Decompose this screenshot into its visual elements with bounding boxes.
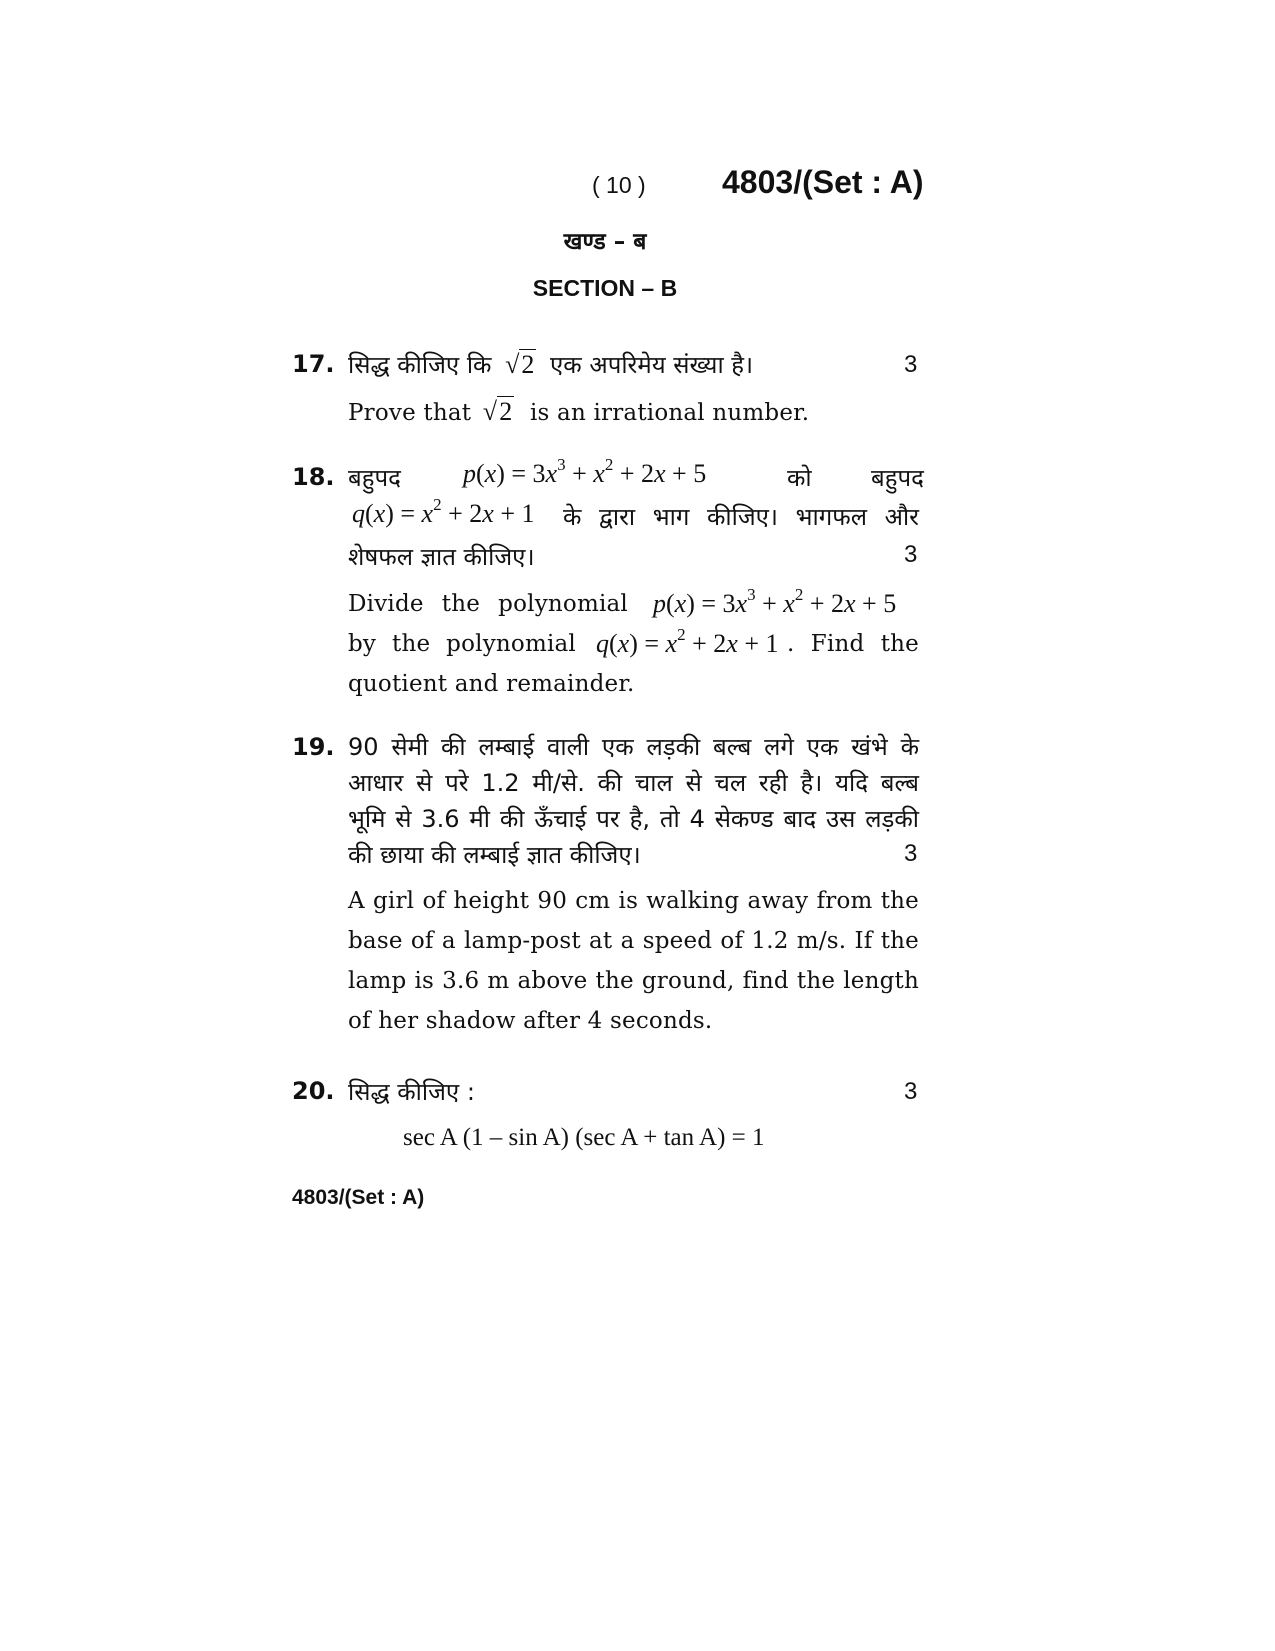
question-text: सिद्ध कीजिए : [348, 1078, 475, 1106]
sqrt-expression: √2 [505, 350, 535, 379]
paper-code: 4803/(Set : A) [722, 164, 924, 200]
polynomial-q: $q(x) = x^2 + 2x + 1$ [596, 625, 779, 658]
marks: 3 [904, 840, 918, 867]
question-text: बहुपद [871, 464, 924, 492]
question-17-hindi [348, 348, 753, 381]
trig-identity: sec A (1 – sin A) (sec A + tan A) = 1 [403, 1124, 765, 1151]
question-17-english [348, 397, 809, 427]
question-text: के द्वारा भाग कीजिए। भागफल और [563, 503, 919, 531]
question-text: 90 सेमी की लम्बाई वाली एक लड़की बल्ब लगे एक खंभे के [348, 733, 919, 761]
page-number: ( 10 ) [592, 172, 646, 198]
question-text: भूमि से 3.6 मी की ऊँचाई पर है, तो 4 सेकण्ड बाद उस लड़की [348, 805, 919, 833]
section-title-hindi: खण्ड – ब [563, 229, 647, 255]
marks: 3 [904, 1078, 918, 1105]
marks: 3 [904, 541, 918, 568]
sqrt-expression: √2 [482, 397, 513, 426]
question-text: शेषफल ज्ञात कीजिए। [348, 543, 535, 571]
question-number: 17. [292, 350, 335, 378]
marks: 3 [904, 351, 918, 378]
question-text: lamp is 3.6 m above the ground, find the length [348, 968, 919, 994]
question-number: 19. [292, 733, 335, 761]
question-number: 20. [292, 1077, 335, 1105]
question-text: of her shadow after 4 seconds. [348, 1008, 713, 1034]
question-number: 18. [292, 463, 335, 491]
question-text: by the polynomial [348, 631, 576, 657]
footer-code: 4803/(Set : A) [292, 1186, 425, 1209]
question-text: आधार से परे 1.2 मी/से. की चाल से चल रही है। यदि बल्ब [348, 769, 919, 797]
polynomial-q: $q(x) = x^2 + 2x + 1$ [352, 495, 535, 528]
question-text: को [787, 464, 812, 492]
question-text: एक अपरिमेय संख्या है। [550, 351, 754, 379]
section-title-english: SECTION – B [532, 275, 678, 301]
polynomial-p: $p(x) = 3x^3 + x^2 + 2x + 5$ [653, 585, 897, 618]
question-text: is an irrational number. [529, 400, 810, 426]
question-text: सिद्ध कीजिए कि [348, 351, 492, 379]
question-text: की छाया की लम्बाई ज्ञात कीजिए। [348, 841, 641, 869]
question-text: Prove that [348, 400, 472, 426]
question-text: Divide the polynomial [348, 591, 628, 617]
question-text: बहुपद [348, 464, 401, 492]
question-text: A girl of height 90 cm is walking away from the [348, 888, 919, 914]
question-text: quotient and remainder. [348, 671, 635, 697]
question-text: base of a lamp-post at a speed of 1.2 m/s. If the [348, 928, 919, 954]
polynomial-p: $p(x) = 3x^3 + x^2 + 2x + 5$ [463, 455, 707, 488]
question-text: . Find the [787, 631, 919, 657]
